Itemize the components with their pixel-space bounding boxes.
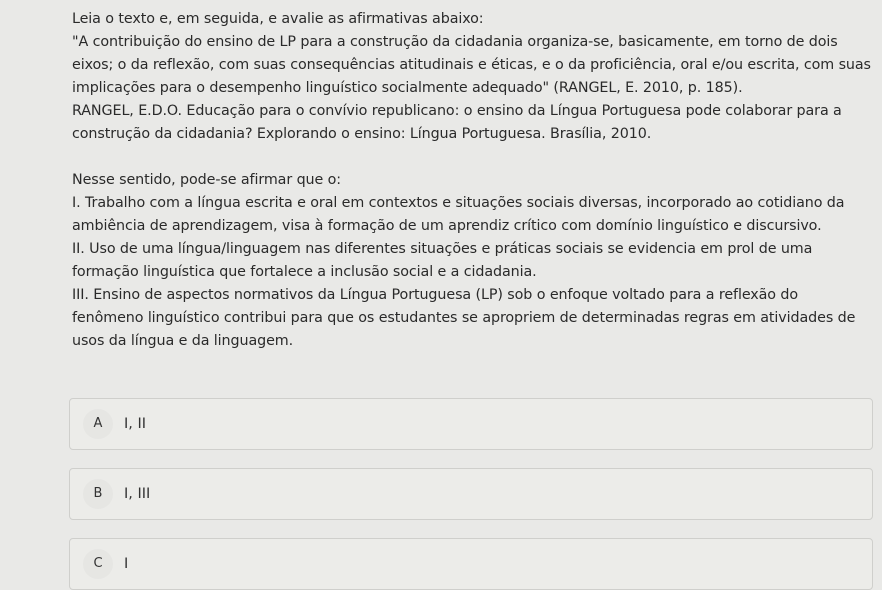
option-c[interactable]	[69, 538, 873, 590]
statement-3: III. Ensino de aspectos normativos da Língua Portuguesa (LP) sob o enfoque voltado para a reflexão do fenômeno linguístico contribui para que os estudantes se apropriem de determinadas regras em atividades de usos da língua e da linguagem.	[72, 287, 856, 349]
option-letter-c: C	[83, 549, 113, 579]
option-a[interactable]	[69, 398, 873, 450]
question-lead: Nesse sentido, pode-se afirmar que o:	[72, 172, 342, 188]
question-quote: "A contribuição do ensino de LP para a construção da cidadania organiza-se, basicamente, em torno de dois eixos; o da reflexão, com suas consequências atitudinais e éticas, e o da proficiência, oral e/ou escrita, com suas implicações para o desempenho linguístico socialmente adequado" (RANGEL, E. 2010, p. 185).	[72, 34, 871, 96]
option-letter-a: A	[83, 409, 113, 439]
question-instruction: Leia o texto e, em seguida, e avalie as afirmativas abaixo:	[72, 11, 484, 27]
option-text-b: I, III	[124, 486, 151, 502]
question-reference: RANGEL, E.D.O. Educação para o convívio republicano: o ensino da Língua Portuguesa pode colaborar para a construção da cidadania? Explorando o ensino: Língua Portuguesa. Brasília, 2010.	[72, 103, 842, 142]
option-text-a: I, II	[124, 416, 147, 432]
statement-1: I. Trabalho com a língua escrita e oral em contextos e situações sociais diversas, incorporado ao cotidiano da ambiência de aprendizagem, visa à formação de um aprendiz crítico com domínio linguístico e discursivo.	[72, 195, 845, 234]
statement-2: II. Uso de uma língua/linguagem nas diferentes situações e práticas sociais se evidencia em prol de uma formação linguística que fortalece a inclusão social e a cidadania.	[72, 241, 813, 280]
option-letter-b: B	[83, 479, 113, 509]
option-text-c: I	[124, 556, 129, 572]
question-text	[72, 8, 872, 353]
option-b[interactable]	[69, 468, 873, 520]
